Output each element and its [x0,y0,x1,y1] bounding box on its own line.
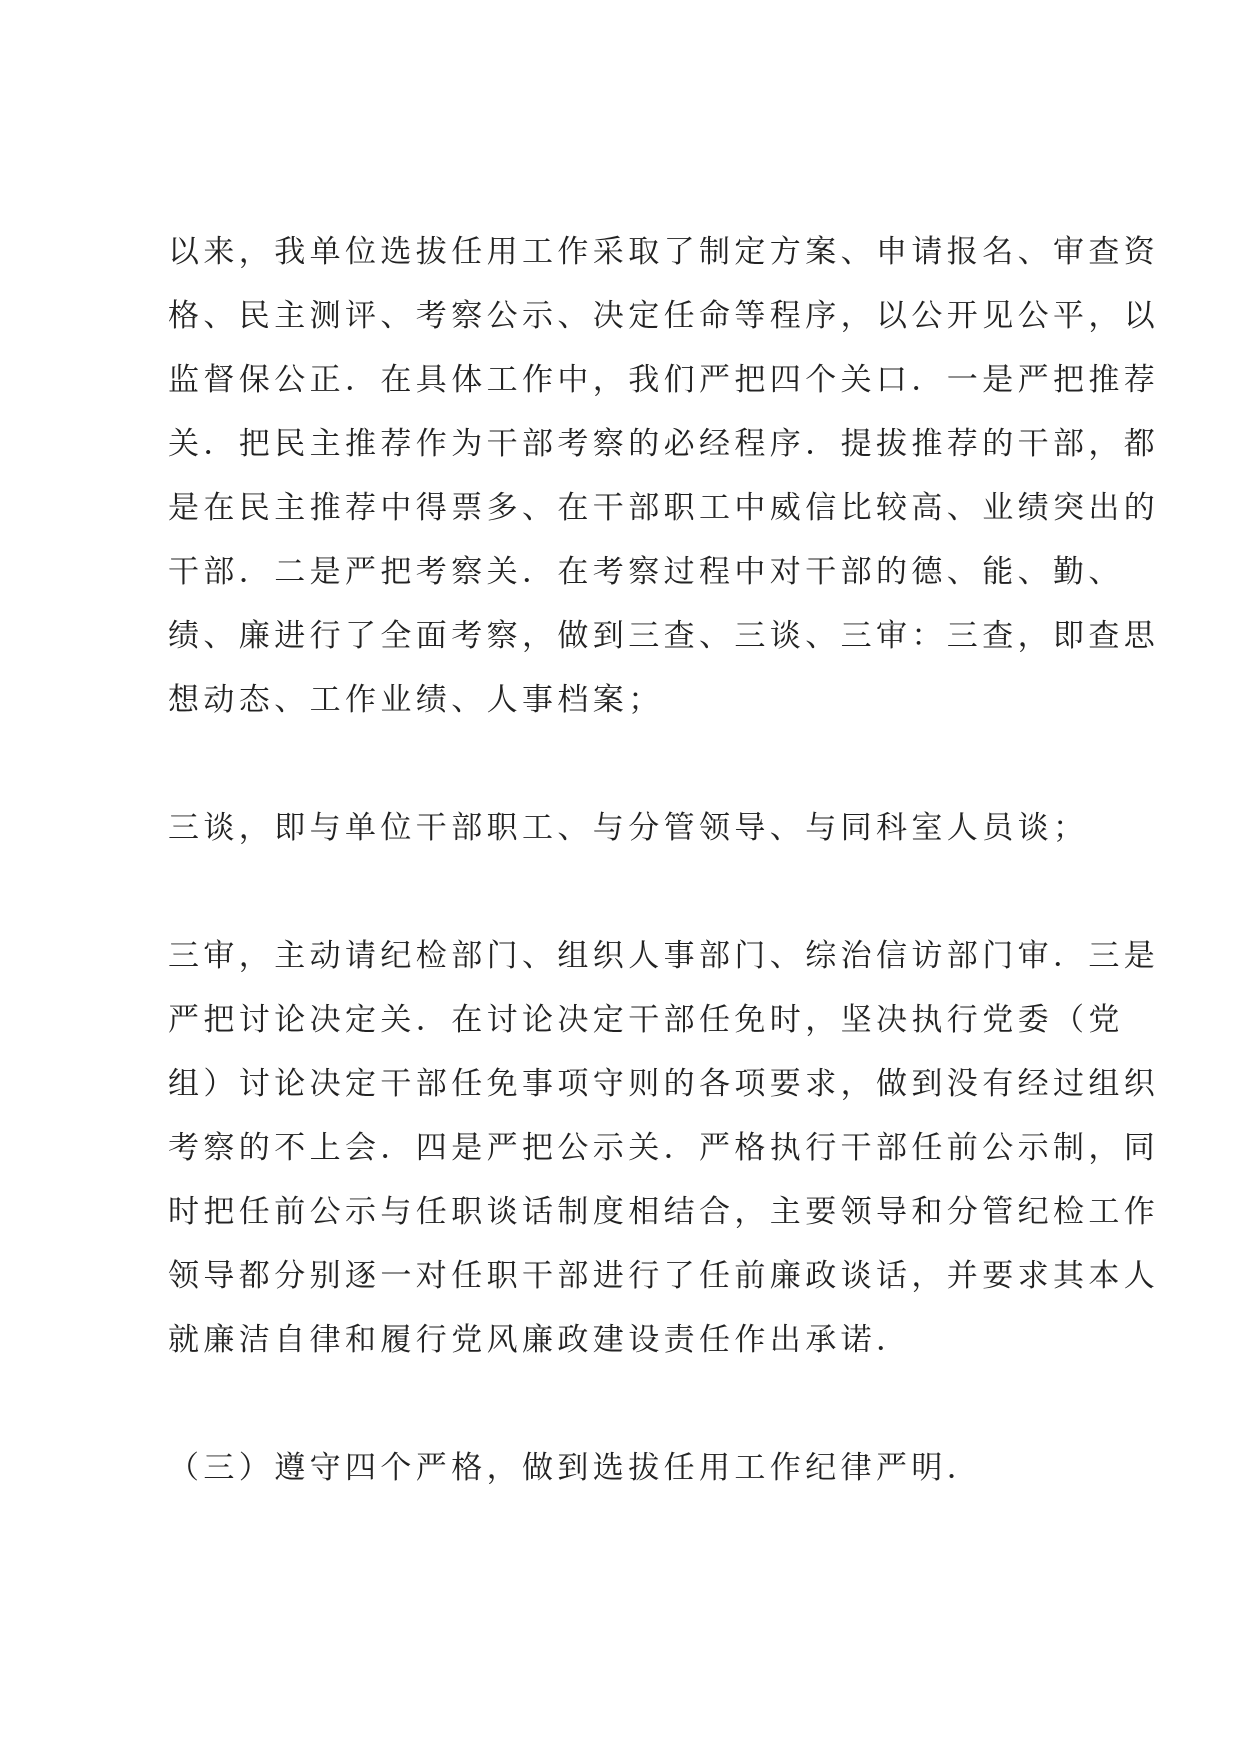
text-line: 是在民主推荐中得票多、在干部职工中威信比较高、业绩突出的 [168,490,1160,526]
text-line: 想动态、工作业绩、人事档案； [168,682,664,718]
text-line: 以来，我单位选拔任用工作采取了制定方案、申请报名、审查资 [168,234,1160,270]
text-line: 考察的不上会．四是严把公示关．严格执行干部任前公示制，同 [168,1130,1160,1166]
text-line: 组）讨论决定干部任免事项守则的各项要求，做到没有经过组织 [168,1066,1160,1102]
text-line: 就廉洁自律和履行党风廉政建设责任作出承诺． [168,1322,912,1358]
section-heading: （三）遵守四个严格，做到选拔任用工作纪律严明． [168,1450,983,1486]
text-line: 三审，主动请纪检部门、组织人事部门、综治信访部门审．三是 [168,938,1160,974]
text-line: 监督保公正．在具体工作中，我们严把四个关口．一是严把推荐 [168,362,1160,398]
text-line: 关．把民主推荐作为干部考察的必经程序．提拔推荐的干部，都 [168,426,1160,462]
text-line: 时把任前公示与任职谈话制度相结合，主要领导和分管纪检工作 [168,1194,1160,1230]
text-line: 格、民主测评、考察公示、决定任命等程序，以公开见公平，以 [168,298,1160,334]
text-line: 三谈，即与单位干部职工、与分管领导、与同科室人员谈； [168,810,1089,846]
text-line: 干部．二是严把考察关．在考察过程中对干部的德、能、勤、 [168,554,1124,590]
text-line: 严把讨论决定关．在讨论决定干部任免时，坚决执行党委（党 [168,1002,1124,1038]
text-line: 领导都分别逐一对任职干部进行了任前廉政谈话，并要求其本人 [168,1258,1160,1294]
text-line: 绩、廉进行了全面考察，做到三查、三谈、三审：三查，即查思 [168,618,1160,654]
